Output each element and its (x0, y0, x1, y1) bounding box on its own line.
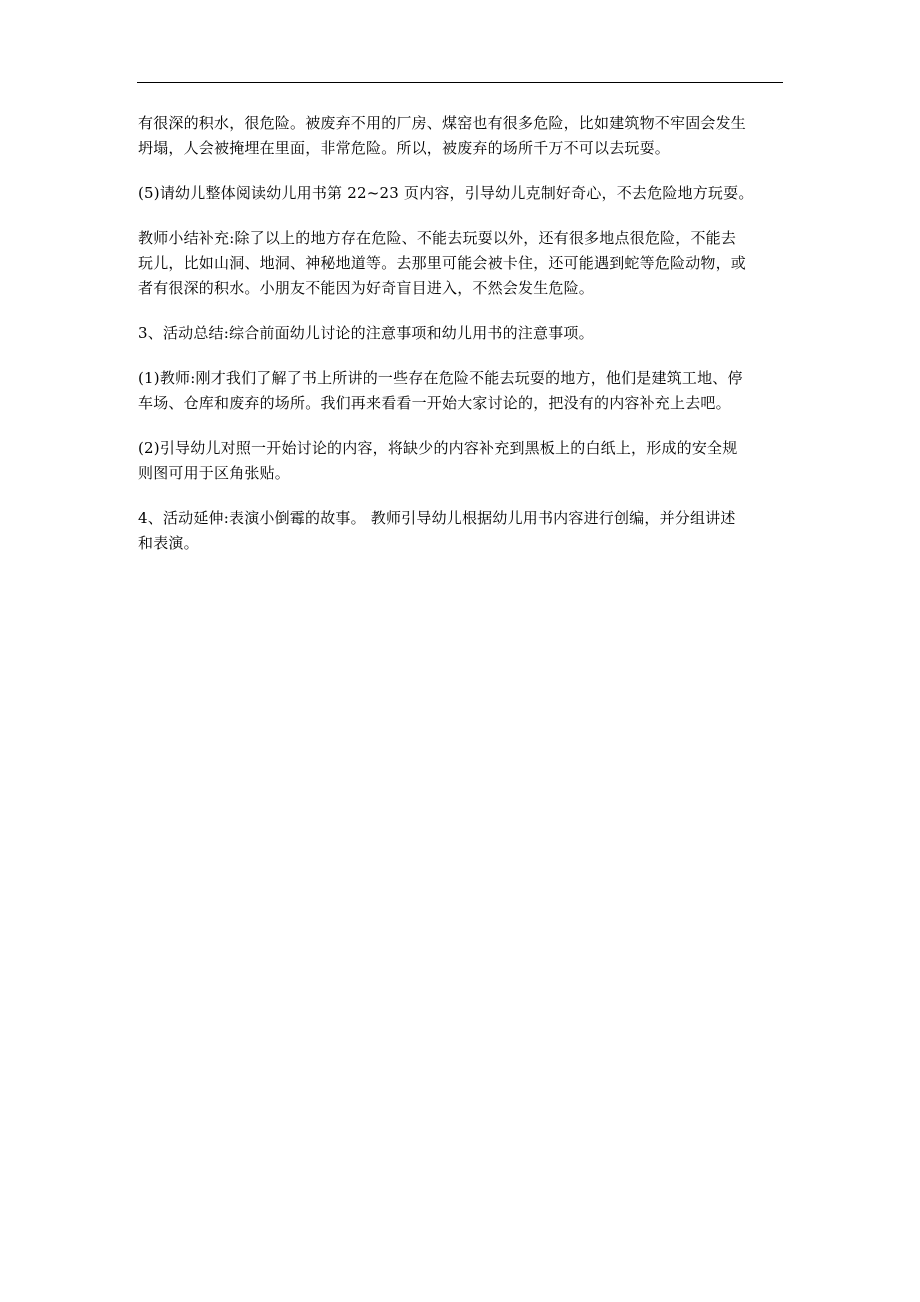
text-line: 坍塌，人会被掩埋在里面，非常危险。所以，被废弃的场所千万不可以去玩耍。 (138, 139, 671, 157)
text-line: 和表演。 (138, 534, 199, 552)
paragraph-activity-extension (138, 506, 784, 556)
text-line: 3、活动总结:综合前面幼儿讨论的注意事项和幼儿用书的注意事项。 (138, 324, 594, 342)
paragraph-activity-summary-heading (138, 321, 784, 346)
text-line: 4、活动延伸:表演小倒霉的故事。 教师引导幼儿根据幼儿用书内容进行创编，并分组讲述 (138, 509, 736, 527)
text-line: 教师小结补充:除了以上的地方存在危险、不能去玩耍以外，还有很多地点很危险，不能去 (138, 229, 737, 247)
text-line: 者有很深的积水。小朋友不能因为好奇盲目进入，不然会发生危险。 (138, 279, 595, 297)
text-line: 有很深的积水，很危险。被废弃不用的厂房、煤窑也有很多危险，比如建筑物不牢固会发生 (138, 114, 747, 132)
paragraph-abandoned-places (138, 111, 784, 161)
text-line: (2)引导幼儿对照一开始讨论的内容，将缺少的内容补充到黑板上的白纸上，形成的安全规 (138, 439, 738, 457)
paragraph-summary-step-1 (138, 366, 784, 416)
text-line: (5)请幼儿整体阅读幼儿用书第 22~23 页内容，引导幼儿克制好奇心，不去危险地方玩耍。 (138, 184, 754, 202)
document-body (138, 111, 784, 576)
paragraph-step-5-reading (138, 181, 784, 206)
paragraph-summary-step-2 (138, 436, 784, 486)
text-line: 玩儿，比如山洞、地洞、神秘地道等。去那里可能会被卡住，还可能遇到蛇等危险动物，或 (138, 254, 747, 272)
paragraph-teacher-summary (138, 226, 784, 301)
text-line: 则图可用于区角张贴。 (138, 464, 291, 482)
header-rule (137, 82, 783, 83)
text-line: (1)教师:刚才我们了解了书上所讲的一些存在危险不能去玩耍的地方，他们是建筑工地、停 (138, 369, 743, 387)
text-line: 车场、仓库和废弃的场所。我们再来看看一开始大家讨论的，把没有的内容补充上去吧。 (138, 394, 731, 412)
